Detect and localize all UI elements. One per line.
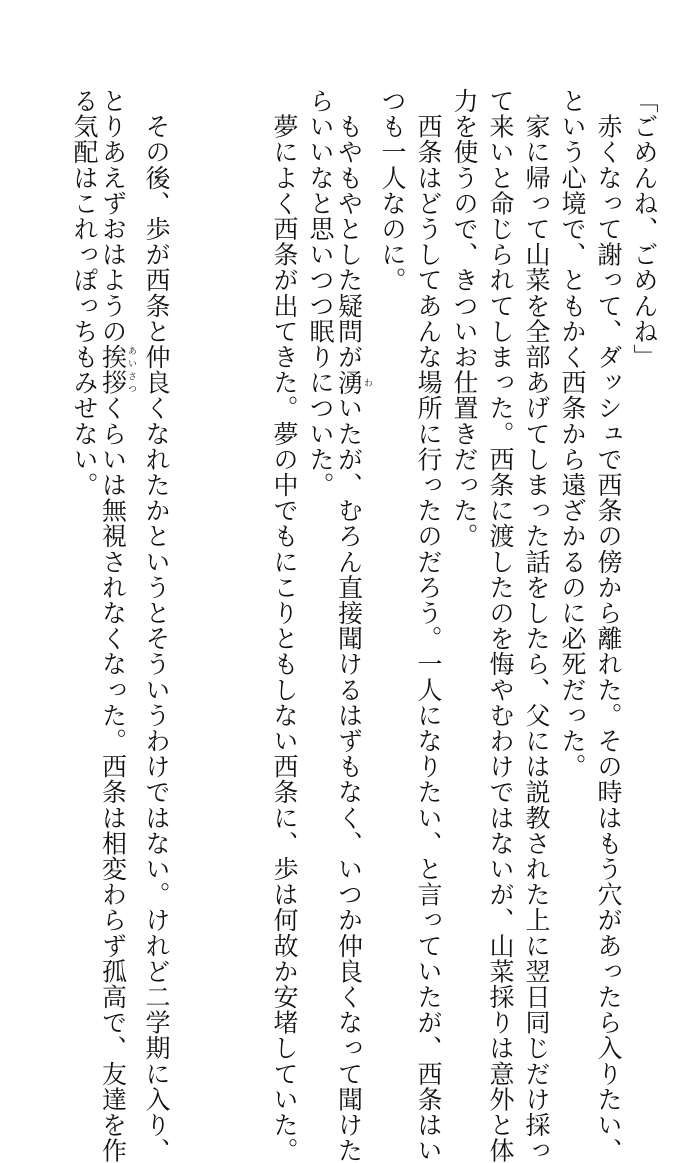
text-line-3: という心境で、ともかく西条から遠ざかるのに必死だった。 [558, 88, 587, 780]
text-line-6: 力を使うので、きついお仕置きだった。 [450, 88, 479, 549]
text-line-8: つも一人なのに。 [378, 88, 407, 293]
ruby-waku-reading: わ [362, 369, 372, 396]
text-line-2: 赤くなって謝って、ダッシュで西条の傍から離れた。その時はもう穴があったら入りたい、 [594, 88, 623, 1163]
ruby-waku-base: 湧 [334, 369, 364, 396]
ruby-aisatsu-reading: あいさつ [126, 344, 136, 396]
text-line-13-end: くらいは無視されなくなった。西条は相変わらず孤高で、友達を作 [98, 395, 128, 1163]
text-line-13-start: とりあえずおはようの [98, 88, 128, 344]
text-line-12: その後、歩が西条と仲良くなれたかというとそういうわけではない。けれど二学期に入り、 [142, 88, 171, 1163]
text-line-5: て来いと命じられてしまった。西条に渡したのを悔やむわけではないが、山菜採りは意外と体 [486, 88, 515, 1163]
ruby-aisatsu-base: 挨拶 [98, 344, 128, 396]
text-line-7: 西条はどうしてあんな場所に行ったのだろう。一人になりたい、と言っていたが、西条はい [414, 88, 443, 1163]
text-line-9-start: もやもやとした疑問が [334, 88, 364, 370]
text-line-14: る気配はこれっぽっちもみせない。 [70, 88, 99, 498]
ruby-aisatsu [98, 344, 136, 396]
text-line-9-end: いたが、むろん直接聞けるはずもなく、いつか仲良くなって聞けた [334, 395, 364, 1163]
text-line-9 [334, 88, 372, 1163]
text-line-1: 「ごめんね、ごめんね」 [630, 88, 659, 370]
ruby-waku [334, 369, 372, 396]
text-line-11: 夢によく西条が出てきた。夢の中でもにこりともしない西条に、歩は何故か安堵していた。 [270, 88, 299, 1163]
text-line-10: らいいなと思いつつ眠りについた。 [306, 88, 335, 498]
text-line-4: 家に帰って山菜を全部あげてしまった話をしたら、父には説教された上に翌日同じだけ採っ [522, 88, 551, 1163]
text-line-13 [98, 88, 136, 1163]
